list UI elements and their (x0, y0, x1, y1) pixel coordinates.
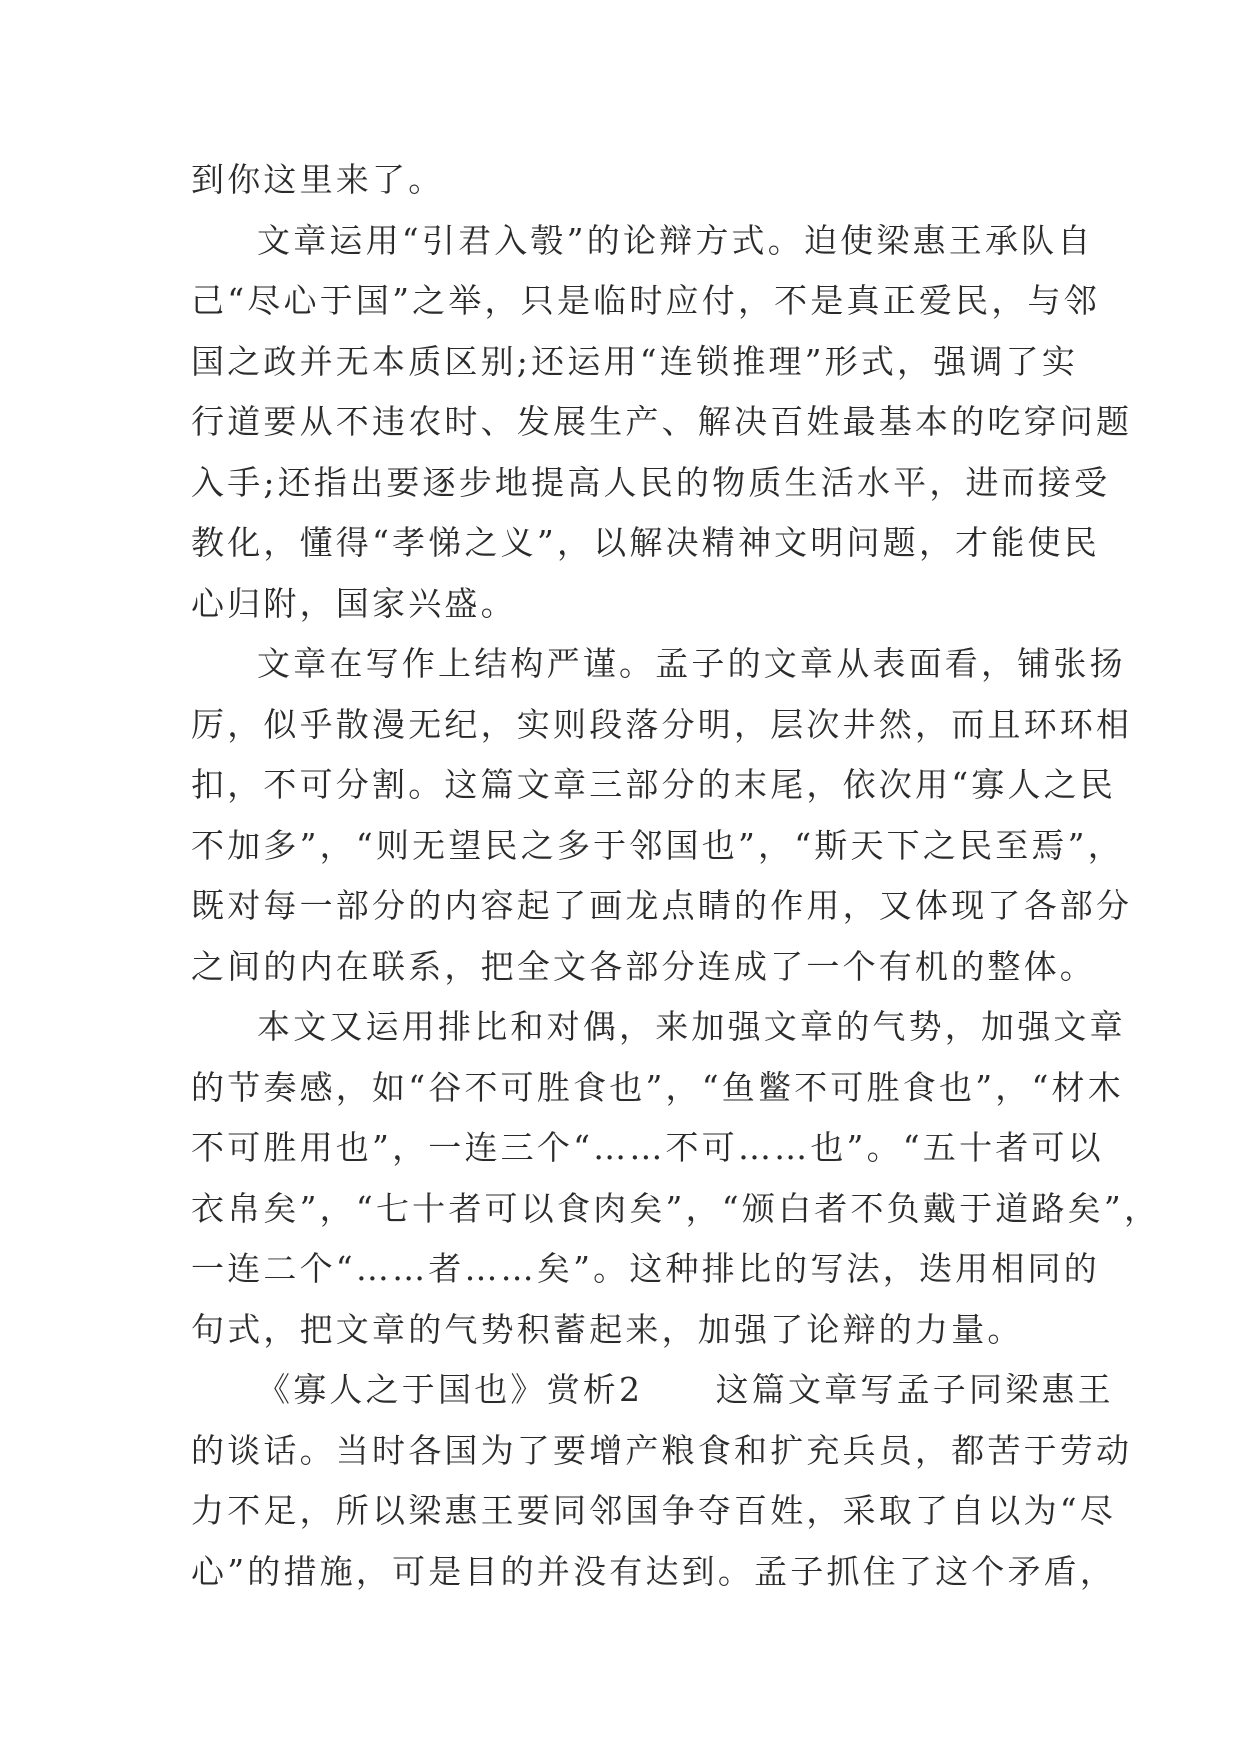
text-line: 厉，似乎散漫无纪，实则段落分明，层次井然，而且环环相 (191, 704, 1133, 744)
text-line: 不可胜用也”，一连三个“……不可……也”。“五十者可以 (191, 1128, 1104, 1167)
text-line: 己“尽心于国”之举，只是临时应付，不是真正爱民，与邻 (191, 281, 1100, 320)
text-line: 句式，把文章的气势积蓄起来，加强了论辩的力量。 (191, 1309, 1024, 1349)
text-line: 一连二个“……者……矣”。这种排比的写法，迭用相同的 (191, 1249, 1100, 1288)
text-line: 扣，不可分割。这篇文章三部分的末尾，依次用“寡人之民 (191, 765, 1117, 804)
text-line: 力不足，所以梁惠王要同邻国争夺百姓，采取了自以为“尽 (191, 1491, 1117, 1530)
text-line: 的节奏感，如“谷不可胜食也”，“鱼鳖不可胜食也”，“材木 (191, 1067, 1124, 1107)
text-line: 的谈话。当时各国为了要增产粮食和扩充兵员，都苦于劳动 (191, 1430, 1133, 1470)
text-line: 本文又运用排比和对偶，来加强文章的气势，加强文章 (257, 1007, 1126, 1046)
text-line: 教化，懂得“孝悌之义”，以解决精神文明问题，才能使民 (191, 523, 1100, 562)
text-line: 入手;还指出要逐步地提高人民的物质生活水平，进而接受 (191, 462, 1111, 502)
text-line: 既对每一部分的内容起了画龙点睛的作用，又体现了各部分 (191, 886, 1133, 925)
text-line: 不加多”，“则无望民之多于邻国也”，“斯天下之民至焉”， (191, 825, 1124, 865)
text-line: 之间的内在联系，把全文各部分连成了一个有机的整体。 (191, 946, 1096, 986)
text-line: 衣帛矣”，“七十者可以食肉矣”，“颁白者不负戴于道路矣”， (191, 1188, 1161, 1228)
text-line: 行道要从不违农时、发展生产、解决百姓最基本的吃穿问题 (191, 402, 1133, 441)
text-line: 国之政并无本质区别;还运用“连锁推理”形式，强调了实 (191, 341, 1079, 381)
text-line: 到你这里来了。 (191, 160, 445, 199)
text-line: 心”的措施，可是目的并没有达到。孟子抓住了这个矛盾， (191, 1551, 1117, 1591)
text-line: 心归附，国家兴盛。 (191, 583, 517, 623)
text-line: 文章运用“引君入彀”的论辩方式。迫使梁惠王承队自 (257, 220, 1094, 260)
text-line: 文章在写作上结构严谨。孟子的文章从表面看，铺张扬 (257, 644, 1126, 683)
text-line: 《寡人之于国也》赏析2 这篇文章写孟子同梁惠王 (257, 1370, 1114, 1409)
document-text-body (191, 150, 1161, 1602)
